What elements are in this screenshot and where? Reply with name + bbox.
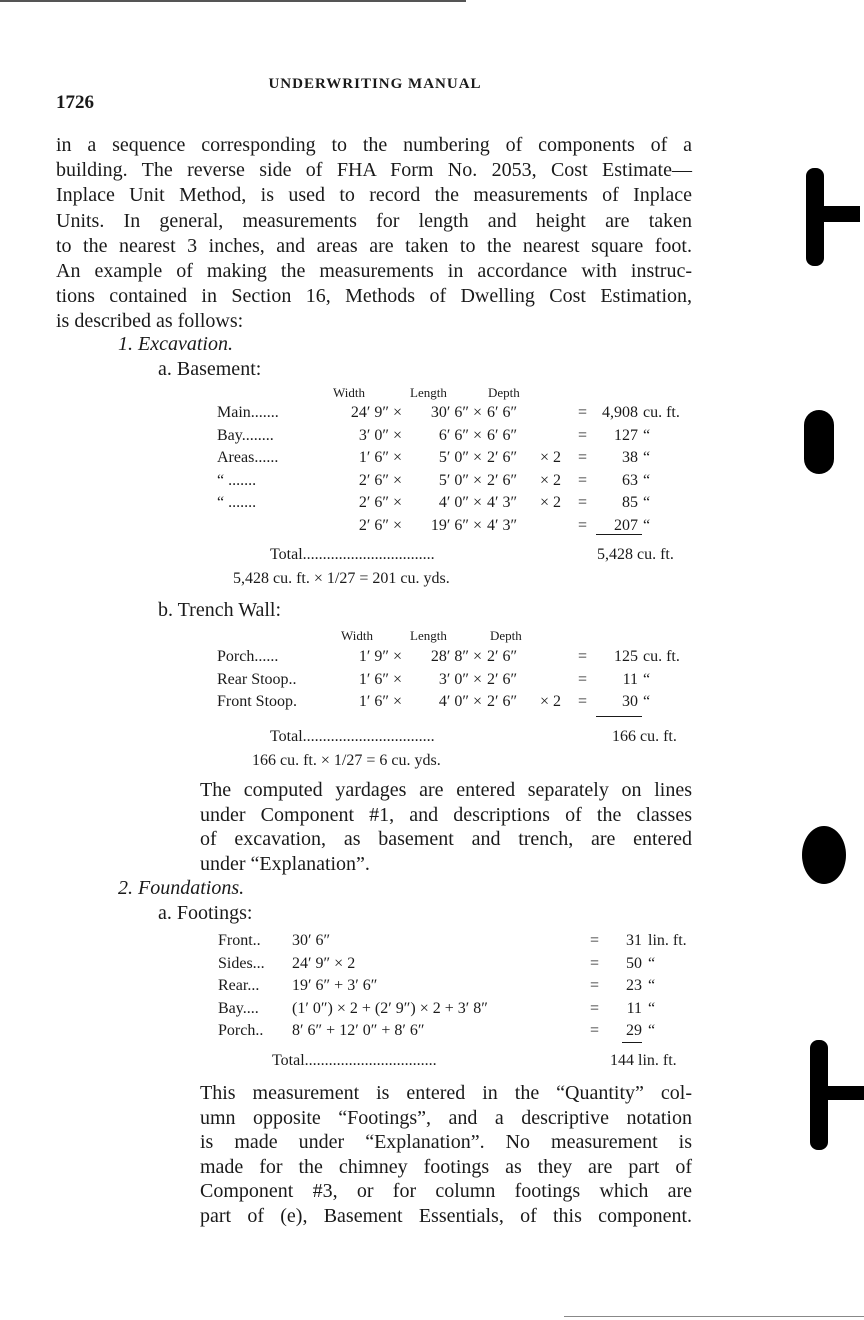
equals-sign: =	[578, 426, 588, 444]
multiplier-cell: × 2	[540, 449, 562, 466]
page-number: 1726	[56, 92, 94, 113]
running-head: UNDERWRITING MANUAL	[268, 76, 482, 92]
table-row	[0, 953, 864, 975]
depth-cell: 2′ 6″	[487, 471, 518, 489]
multiplier-cell: × 2	[540, 494, 562, 511]
unit-cell: cu. ft.	[643, 648, 680, 665]
table-row	[0, 998, 864, 1020]
note-line: Component #3, or for column footings which are	[200, 1180, 692, 1202]
value-cell: 207	[614, 516, 638, 534]
intro-line: to the nearest 3 inches, and areas are taken to the nearest square foot.	[56, 234, 692, 257]
length-cell: 19′ 6″ ×	[430, 516, 482, 534]
row-label: Main.......	[217, 404, 279, 421]
intro-line: tions contained in Section 16, Methods of Dwelling Cost Estimation,	[56, 285, 692, 308]
depth-cell: 4′ 3″	[487, 516, 518, 534]
equals-sign: =	[578, 449, 588, 466]
value-cell: 11	[622, 670, 638, 688]
col-length: Length	[410, 385, 447, 400]
trench-total-label: Total.................................	[270, 728, 435, 745]
margin-tab-mark	[806, 206, 860, 222]
unit-cell: “	[643, 693, 651, 710]
equals-sign: =	[578, 648, 588, 665]
equals-sign: =	[578, 670, 588, 688]
intro-line: An example of making the measurements in accordance with instruc-	[56, 260, 692, 283]
unit-cell: “	[643, 471, 651, 489]
equals-sign: =	[578, 404, 588, 421]
note-line: This measurement is entered in the “Quantity” col-	[200, 1082, 692, 1104]
length-cell: 4′ 0″ ×	[438, 693, 482, 710]
intro-line: is described as follows:	[56, 310, 244, 333]
equals-sign: =	[590, 954, 600, 972]
table-row	[0, 975, 864, 997]
footings-heading: a. Footings:	[158, 902, 253, 924]
row-label: Front Stoop.	[217, 693, 298, 710]
excavation-note	[200, 778, 692, 876]
intro-line: in a sequence corresponding to the numbering of components of a	[56, 134, 692, 156]
table-row	[0, 402, 864, 424]
length-cell: 28′ 8″ ×	[430, 648, 482, 665]
multiplier-cell: × 2	[540, 693, 562, 710]
table-row	[0, 669, 864, 691]
table-row	[0, 470, 864, 492]
length-cell: 5′ 0″ ×	[438, 471, 482, 489]
basement-heading: a. Basement:	[158, 358, 262, 380]
table-row	[0, 515, 864, 537]
note-line: of excavation, as basement and trench, are entered	[200, 828, 692, 850]
width-cell: 1′ 6″ ×	[358, 693, 402, 710]
row-label: “ .......	[217, 471, 257, 489]
width-cell: 3′ 0″ ×	[358, 426, 402, 444]
unit-cell: “	[643, 494, 651, 511]
table-row	[0, 492, 864, 514]
width-cell: 2′ 6″ ×	[358, 471, 402, 489]
equals-sign: =	[590, 1022, 600, 1039]
value-cell: 23	[626, 977, 642, 994]
equals-sign: =	[578, 471, 588, 489]
length-cell: 4′ 0″ ×	[438, 494, 482, 511]
row-label: Front..	[218, 932, 261, 949]
footings-total-label: Total.................................	[272, 1052, 437, 1069]
depth-cell: 6′ 6″	[487, 404, 518, 421]
row-label: Rear Stoop..	[217, 670, 297, 688]
width-cell: 2′ 6″ ×	[358, 494, 402, 511]
row-label: “ .......	[217, 494, 257, 511]
basement-total-label: Total.................................	[270, 546, 435, 563]
col-width: Width	[333, 385, 365, 400]
width-cell: 2′ 6″ ×	[358, 516, 402, 534]
row-label: Sides...	[218, 954, 265, 972]
intro-paragraph	[56, 133, 692, 335]
unit-cell: “	[643, 426, 651, 444]
unit-cell: “	[648, 977, 656, 994]
table-row	[0, 691, 864, 713]
expression-cell: 30′ 6″	[292, 932, 331, 949]
table-row	[0, 425, 864, 447]
table-row	[0, 930, 864, 952]
value-cell: 85	[622, 494, 638, 511]
length-cell: 5′ 0″ ×	[438, 449, 482, 466]
value-cell: 4,908	[602, 404, 638, 421]
value-cell: 127	[614, 426, 638, 444]
value-cell: 125	[614, 648, 638, 665]
intro-line: Inplace Unit Method, is used to record the measurements of Inplace	[56, 184, 692, 207]
unit-cell: “	[648, 954, 656, 972]
expression-cell: (1′ 0″) × 2 + (2′ 9″) × 2 + 3′ 8″	[292, 999, 488, 1017]
width-cell: 24′ 9″ ×	[350, 404, 402, 421]
punch-hole-mark	[802, 826, 846, 884]
depth-cell: 2′ 6″	[487, 670, 518, 688]
width-cell: 1′ 6″ ×	[358, 670, 402, 688]
foundations-note	[200, 1081, 692, 1228]
equals-sign: =	[590, 977, 600, 994]
row-label: Porch..	[218, 1022, 264, 1039]
note-line: part of (e), Basement Essentials, of this component.	[200, 1204, 692, 1227]
table-row	[0, 447, 864, 469]
note-line: The computed yardages are entered separately on lines	[200, 779, 692, 801]
note-line: is made under “Explanation”. No measurement is	[200, 1131, 692, 1153]
width-cell: 1′ 9″ ×	[358, 648, 402, 665]
depth-cell: 4′ 3″	[487, 494, 518, 511]
length-cell: 3′ 0″ ×	[438, 670, 482, 688]
expression-cell: 24′ 9″ × 2	[292, 954, 356, 972]
top-rule	[0, 0, 466, 2]
col-width: Width	[341, 628, 373, 643]
table-row	[0, 646, 864, 668]
row-label: Porch......	[217, 648, 279, 665]
equals-sign: =	[590, 999, 600, 1017]
value-cell: 29	[626, 1022, 642, 1039]
unit-cell: “	[648, 999, 656, 1017]
unit-cell: “	[643, 449, 651, 466]
excavation-heading: 1. Excavation.	[118, 333, 233, 355]
expression-cell: 8′ 6″ + 12′ 0″ + 8′ 6″	[292, 1022, 425, 1039]
sum-rule	[622, 1042, 642, 1043]
table-row	[0, 1020, 864, 1042]
depth-cell: 6′ 6″	[487, 426, 518, 444]
col-depth: Depth	[488, 385, 520, 400]
basement-total-value: 5,428 cu. ft.	[597, 546, 674, 563]
unit-cell: “	[643, 516, 651, 534]
bottom-rule	[564, 1316, 864, 1317]
unit-cell: “	[643, 670, 651, 688]
margin-tab-mark	[810, 1086, 864, 1100]
note-line: umn opposite “Footings”, and a descriptive notation	[200, 1106, 692, 1129]
value-cell: 63	[622, 471, 638, 489]
unit-cell: lin. ft.	[648, 932, 687, 949]
punch-hole-mark	[804, 410, 834, 474]
width-cell: 1′ 6″ ×	[358, 449, 402, 466]
value-cell: 11	[626, 999, 642, 1017]
trench-conversion: 166 cu. ft. × 1/27 = 6 cu. yds.	[252, 752, 441, 769]
depth-cell: 2′ 6″	[487, 449, 518, 466]
unit-cell: “	[648, 1022, 656, 1039]
depth-cell: 2′ 6″	[487, 693, 518, 710]
unit-cell: cu. ft.	[643, 404, 680, 421]
row-label: Rear...	[218, 977, 260, 994]
value-cell: 30	[622, 693, 638, 710]
note-line: under Component #1, and descriptions of the classes	[200, 803, 692, 826]
equals-sign: =	[578, 516, 588, 534]
equals-sign: =	[578, 693, 588, 710]
trench-total-value: 166 cu. ft.	[612, 728, 677, 745]
value-cell: 31	[626, 932, 642, 949]
col-length: Length	[410, 628, 447, 643]
row-label: Bay........	[217, 426, 274, 444]
sum-rule	[596, 716, 642, 717]
expression-cell: 19′ 6″ + 3′ 6″	[292, 977, 378, 994]
multiplier-cell: × 2	[540, 471, 562, 489]
intro-line: Units. In general, measurements for length and height are taken	[56, 209, 692, 232]
note-line: under “Explanation”.	[200, 852, 370, 875]
basement-conversion: 5,428 cu. ft. × 1/27 = 201 cu. yds.	[233, 570, 450, 587]
length-cell: 6′ 6″ ×	[438, 426, 482, 444]
footings-total-value: 144 lin. ft.	[610, 1052, 677, 1069]
depth-cell: 2′ 6″	[487, 648, 518, 665]
value-cell: 38	[622, 449, 638, 466]
value-cell: 50	[626, 954, 642, 972]
foundations-heading: 2. Foundations.	[118, 877, 245, 899]
equals-sign: =	[590, 932, 600, 949]
note-line: made for the chimney footings as they are part of	[200, 1155, 692, 1178]
equals-sign: =	[578, 494, 588, 511]
trench-heading: b. Trench Wall:	[158, 599, 282, 621]
row-label: Areas......	[217, 449, 279, 466]
col-depth: Depth	[490, 628, 522, 643]
row-label: Bay....	[218, 999, 259, 1017]
intro-line: building. The reverse side of FHA Form No. 2053, Cost Estimate—	[56, 159, 692, 182]
sum-rule	[596, 534, 642, 535]
length-cell: 30′ 6″ ×	[430, 404, 482, 421]
